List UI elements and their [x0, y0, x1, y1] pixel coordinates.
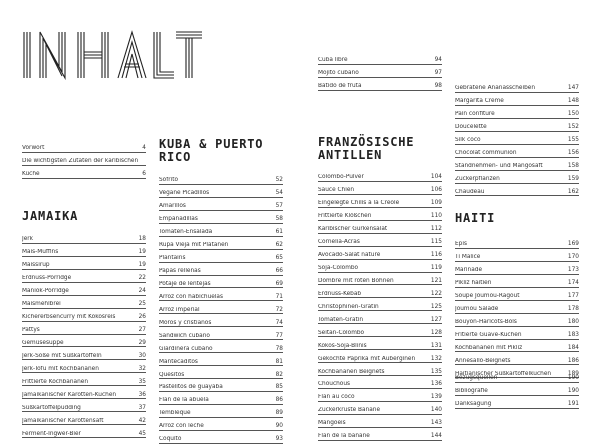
section-heading-jamaika: JAMAIKA [22, 209, 79, 223]
toc-entry-page: 62 [275, 242, 283, 249]
toc-entry-title: Frittierte Kochbananen [22, 378, 88, 385]
toc-entry-title: Annesallo-Beignets [455, 357, 511, 364]
toc-entry-page: 42 [138, 417, 146, 424]
toc-entry-title: Zuckerkruste Banane [318, 407, 381, 414]
toc-entry-page: 128 [430, 329, 442, 336]
toc-entry-page: 27 [138, 327, 146, 333]
toc-entry-title: Vorwort [22, 145, 45, 152]
toc-entry [455, 314, 579, 327]
toc-entry-page: 170 [567, 254, 579, 261]
toc-entry [159, 366, 283, 379]
toc-entry-title: Gekochte Paprika mit Auberginen [318, 355, 416, 362]
drinks-list [318, 52, 442, 91]
toc-entry-page: 19 [138, 262, 146, 269]
toc-entry [455, 352, 579, 365]
toc-entry [455, 340, 579, 353]
toc-entry [159, 379, 283, 392]
toc-entry [159, 327, 283, 340]
toc-entry-page: 178 [567, 306, 579, 313]
toc-entry-title: Soupe Joumou-Ragout [455, 293, 520, 300]
toc-entry [22, 309, 146, 322]
toc-entry-title: Colombo-Pulver [318, 174, 364, 181]
toc-entry-page: 143 [430, 420, 442, 427]
toc-entry-title: Mantecaditos [159, 358, 198, 365]
toc-entry [159, 301, 283, 314]
toc-entry-page: 32 [138, 365, 146, 372]
toc-entry [455, 184, 579, 197]
toc-entry-page: 93 [275, 436, 283, 443]
toc-entry-title: Haitianischer Süßkartoffelkuchen [455, 370, 552, 377]
toc-entry [159, 276, 283, 289]
toc-entry-page: 94 [434, 57, 442, 64]
toc-entry [159, 314, 283, 327]
toc-entry [455, 288, 579, 301]
toc-entry-page: 177 [567, 293, 579, 300]
toc-entry-title: Jerk-Soße mit Süßkartoffeln [22, 352, 102, 359]
toc-entry [318, 428, 442, 441]
toc-entry-page: 127 [430, 316, 442, 323]
toc-entry-title: Sofrito [159, 177, 179, 184]
toc-entry-title: Quesitos [159, 371, 185, 378]
toc-entry-page: 189 [567, 370, 579, 377]
toc-entry-title: Sauce Chien [318, 187, 355, 194]
toc-entry [22, 347, 146, 360]
toc-entry [22, 399, 146, 412]
toc-entry [318, 208, 442, 221]
toc-entry-page: 180 [567, 319, 579, 326]
toc-entry [159, 431, 283, 444]
toc-entry [159, 263, 283, 276]
toc-entry-title: Jerk [22, 236, 34, 243]
toc-entry-title: Kichererbsencurry mit Kokosreis [22, 314, 116, 321]
toc-entry [159, 198, 283, 211]
toc-entry-title: Avocado-Salat nature [318, 252, 381, 259]
toc-entry [159, 250, 283, 263]
toc-entry-page: 121 [430, 277, 442, 284]
toc-entry-page: 86 [275, 397, 283, 404]
toc-entry-page: 82 [275, 371, 283, 378]
toc-entry-page: 132 [430, 355, 442, 362]
toc-entry [455, 249, 579, 262]
toc-entry [159, 353, 283, 366]
toc-entry-title: Frittierte Klößchen [318, 213, 372, 220]
toc-entry-page: 30 [138, 352, 146, 359]
toc-entry-title: Christophinen-Gratin [318, 303, 379, 310]
toc-entry [455, 327, 579, 340]
toc-entry-page: 122 [430, 290, 442, 297]
toc-entry [22, 283, 146, 296]
toc-entry-page: 36 [138, 391, 146, 398]
toc-entry-page: 90 [275, 423, 283, 430]
toc-entry [159, 185, 283, 198]
toc-entry [22, 244, 146, 257]
toc-entry-title: Pain confiture [455, 111, 495, 118]
toc-entry-page: 4 [142, 145, 146, 152]
toc-entry [318, 273, 442, 286]
toc-entry-page: 58 [275, 216, 283, 223]
toc-entry-page: 136 [430, 381, 442, 388]
toc-entry-title: Moros y cristianos [159, 319, 212, 326]
toc-entry [318, 285, 442, 298]
toc-entry-title: Soja-Colombo [318, 265, 359, 271]
toc-entry-title: Arroz imperial [159, 306, 200, 313]
toc-entry-title: Joumou Salade [455, 306, 499, 313]
toc-entry-page: 159 [567, 176, 579, 182]
toc-entry-title: Kokos-Soja-Blinis [318, 342, 367, 349]
toc-entry-page: 77 [275, 332, 283, 339]
toc-entry [455, 262, 579, 275]
kuba-list [159, 172, 283, 444]
toc-entry-page: 71 [275, 293, 283, 300]
toc-entry [159, 237, 283, 250]
toc-entry-page: 65 [275, 255, 283, 262]
toc-entry-title: Cornelia-Acras [318, 239, 360, 246]
toc-entry-title: Empanadillas [159, 216, 198, 223]
page-title [22, 30, 202, 80]
toc-entry [159, 405, 283, 418]
toc-entry [455, 275, 579, 288]
toc-entry [318, 234, 442, 247]
toc-entry [22, 360, 146, 373]
toc-entry [455, 80, 579, 93]
toc-entry [318, 402, 442, 415]
toc-entry-page: 57 [275, 203, 283, 210]
toc-entry [318, 78, 442, 91]
toc-entry-page: 97 [434, 70, 442, 77]
toc-entry-title: Dombré mit roten Bohnen [318, 277, 394, 284]
toc-entry-title: Mais-Muffins [22, 249, 59, 256]
toc-entry-title: Maismehlbrei [22, 301, 61, 308]
toc-entry-page: 18 [138, 236, 146, 243]
toc-entry [455, 370, 579, 383]
desserts-list [455, 80, 579, 196]
toc-entry [318, 415, 442, 428]
toc-entry-title: Pattys [22, 327, 40, 333]
toc-entry-title: Rupa Vieja mit Platanen [159, 242, 229, 249]
toc-entry-title: Tembleque [159, 410, 191, 417]
toc-entry [159, 418, 283, 431]
toc-entry [318, 52, 442, 65]
toc-entry [318, 65, 442, 78]
toc-entry-title: Jamaikanischer Karotten-Kuchen [22, 391, 117, 398]
toc-entry-title: Plantains [159, 255, 186, 262]
toc-entry-title: Potaje de lentejas [159, 280, 211, 287]
toc-entry-title: Kochbananen mit Pikliz [455, 344, 523, 351]
toc-entry [22, 140, 146, 153]
toc-entry-title: Chaudeau [455, 188, 485, 195]
toc-entry-page: 6 [142, 171, 146, 178]
toc-entry [318, 221, 442, 234]
toc-entry-title: Gebratene Ananasscheiben [455, 85, 536, 92]
toc-entry-title: Maissirup [22, 262, 50, 269]
toc-entry [455, 236, 579, 249]
toc-entry-title: Jamaikanischer Karottensaft [22, 417, 104, 424]
toc-entry-title: Flan de la banane [318, 433, 370, 440]
intro-list [22, 140, 146, 179]
toc-entry-page: 140 [430, 407, 442, 414]
toc-entry-title: Pikliz haitien [455, 280, 492, 287]
toc-entry-title: Gemüsesuppe [22, 339, 64, 346]
toc-entry-page: 183 [567, 332, 579, 338]
toc-entry-title: Tomaten-Ensalada [159, 229, 213, 236]
section-heading-franzoesische-antillen: FRANZÖSISCHE ANTILLEN [318, 135, 415, 162]
toc-entry [318, 247, 442, 260]
toc-entry [318, 260, 442, 273]
toc-entry [318, 195, 442, 208]
toc-entry-page: 69 [275, 280, 283, 287]
appendix-list [455, 370, 579, 409]
toc-entry-page: 131 [430, 342, 442, 349]
toc-entry-title: Bouyon-Haricots-Bols [455, 319, 517, 326]
toc-entry [22, 412, 146, 425]
toc-entry-page: 190 [567, 375, 579, 382]
toc-entry [318, 169, 442, 182]
toc-entry-page: 19 [138, 249, 146, 256]
toc-entry-title: Mojito cubano [318, 70, 359, 77]
toc-entry-page: 89 [275, 410, 283, 417]
toc-entry-title: Fritierte Guave-Kuchen [455, 332, 522, 338]
toc-entry-title: Standnehmen- und Mangosaft [455, 163, 543, 170]
toc-entry-title: Chocolat communion [455, 150, 517, 157]
toc-entry-page: 158 [567, 163, 579, 170]
toc-entry [455, 301, 579, 314]
toc-entry [159, 340, 283, 353]
toc-entry [455, 158, 579, 171]
toc-entry-title: Danksagung [455, 401, 492, 408]
toc-entry-page: 190 [567, 388, 579, 395]
toc-entry [22, 231, 146, 244]
toc-entry-page: 184 [567, 344, 579, 351]
toc-entry-page: 144 [430, 433, 442, 440]
toc-entry-title: Maniok-Porridge [22, 288, 69, 295]
toc-entry [455, 145, 579, 158]
section-heading-kuba-puerto-rico: KUBA & PUERTO RICO [159, 137, 264, 164]
toc-entry-title: Cuba libre [318, 57, 348, 64]
toc-entry-title: Karibischer Gurkensalat [318, 226, 388, 233]
toc-entry-page: 104 [430, 174, 442, 181]
toc-entry [318, 182, 442, 195]
toc-entry [318, 311, 442, 324]
toc-entry-title: Pastelitos de guayaba [159, 384, 223, 391]
toc-entry-title: Epis [455, 241, 467, 248]
toc-entry-page: 22 [138, 275, 146, 282]
toc-entry-page: 26 [138, 314, 146, 321]
toc-entry-page: 37 [138, 404, 146, 411]
toc-entry [22, 257, 146, 270]
toc-entry-page: 156 [567, 150, 579, 157]
toc-entry-title: Mangoeis [318, 420, 346, 427]
toc-entry-page: 169 [567, 241, 579, 248]
toc-entry [455, 106, 579, 119]
toc-entry-page: 109 [430, 200, 442, 207]
haiti-list [455, 236, 579, 378]
toc-entry-title: Marinade [455, 267, 483, 274]
toc-entry-title: Süßkartoffelpudding [22, 404, 81, 411]
toc-entry-title: Batido de fruta [318, 83, 362, 90]
toc-entry-page: 85 [275, 384, 283, 391]
toc-entry-page: 155 [567, 137, 579, 144]
toc-entry [455, 93, 579, 106]
toc-entry [318, 376, 442, 389]
toc-entry-title: Amarillos [159, 203, 186, 210]
toc-entry-title: Ferment-Ingwer-Bier [22, 430, 81, 437]
toc-entry-page: 147 [567, 85, 579, 92]
toc-entry-title: Jerk-Tofu mit Kochbananen [22, 365, 99, 372]
toc-entry-page: 25 [138, 301, 146, 308]
toc-entry-page: 81 [275, 358, 283, 365]
toc-entry [455, 383, 579, 396]
toc-entry-title: Seitan-Colombo [318, 329, 365, 336]
toc-entry-page: 119 [430, 265, 442, 271]
toc-entry-title: Erdnuss-Porridge [22, 275, 72, 282]
toc-entry [22, 335, 146, 348]
toc-entry [455, 171, 579, 184]
toc-entry [22, 425, 146, 438]
toc-entry [159, 392, 283, 405]
toc-entry-page: 173 [567, 267, 579, 274]
toc-entry-title: Erdnuss-Kebab [318, 290, 362, 297]
toc-entry [318, 324, 442, 337]
toc-entry-page: 125 [430, 303, 442, 310]
toc-entry-page: 61 [275, 229, 283, 236]
toc-entry-page: 186 [567, 357, 579, 364]
toc-entry-page: 29 [138, 339, 146, 346]
toc-entry-title: Bibliografie [455, 388, 488, 395]
toc-entry-title: Flan au coco [318, 394, 355, 401]
toc-entry [22, 153, 146, 166]
toc-entry-title: Papas rellenas [159, 268, 201, 274]
toc-entry-title: Chouchous [318, 381, 351, 388]
toc-entry [318, 389, 442, 402]
toc-entry-page: 150 [567, 111, 579, 118]
toc-entry-title: Coquito [159, 436, 182, 443]
toc-entry [22, 386, 146, 399]
toc-entry-title: Tomaten-Gratin [318, 316, 364, 323]
toc-entry-title: Flan de la abuela [159, 397, 209, 404]
toc-entry-page: 35 [138, 378, 146, 385]
toc-entry [22, 270, 146, 283]
toc-entry-page: 52 [275, 177, 283, 184]
toc-entry-page: 66 [275, 268, 283, 274]
toc-entry-page: 74 [275, 319, 283, 326]
toc-entry [159, 224, 283, 237]
toc-entry [455, 396, 579, 409]
toc-entry [22, 166, 146, 179]
toc-entry [159, 211, 283, 224]
toc-entry [22, 373, 146, 386]
toc-entry-page: 139 [430, 394, 442, 401]
toc-entry-page: 116 [430, 252, 442, 259]
toc-entry-page: 45 [138, 430, 146, 437]
toc-entry-title: Eingelegte Chilis à la Créole [318, 200, 400, 207]
toc-entry-title: Margarita Crème [455, 98, 504, 105]
toc-entry [159, 288, 283, 301]
toc-entry [455, 132, 579, 145]
toc-entry-title: Zuckerpflanzen [455, 176, 500, 182]
toc-entry [318, 350, 442, 363]
toc-entry-title: Küche [22, 171, 40, 178]
toc-entry-title: Arroz con habichuelas [159, 293, 223, 300]
toc-entry-title: Arroz con leche [159, 423, 204, 430]
toc-entry-page: 98 [434, 83, 442, 90]
toc-entry-page: 191 [567, 401, 579, 408]
toc-entry-page: 78 [275, 345, 283, 352]
toc-entry [318, 298, 442, 311]
toc-entry [159, 172, 283, 185]
toc-entry-title: Silk coco [455, 137, 481, 144]
toc-entry-page: 110 [430, 213, 442, 220]
toc-entry-title: Die wichtigsten Zutaten der karibischen [22, 158, 139, 165]
toc-entry-page: 152 [567, 124, 579, 131]
section-heading-haiti: HAITI [455, 211, 496, 225]
toc-entry-page: 115 [430, 239, 442, 246]
toc-entry-page: 135 [430, 368, 442, 375]
toc-entry-title: Sandwich cubano [159, 332, 210, 339]
toc-entry [455, 119, 579, 132]
toc-entry [22, 322, 146, 335]
toc-entry-page: 162 [567, 188, 579, 195]
toc-entry-page: 24 [138, 288, 146, 295]
toc-entry-title: Bezugsquellen [455, 375, 498, 382]
toc-entry-title: Doucelette [455, 124, 487, 131]
toc-entry-page: 72 [275, 306, 283, 313]
toc-entry [318, 363, 442, 376]
toc-entry-title: Giardinera cubano [159, 345, 213, 352]
toc-entry-title: Ti Malice [455, 254, 481, 261]
toc-entry-page: 174 [567, 280, 579, 287]
toc-entry-title: Vegane Picadillos [159, 190, 210, 197]
toc-entry [318, 337, 442, 350]
toc-entry-title: Kochbananen Beignets [318, 368, 385, 375]
toc-entry-page: 148 [567, 98, 579, 105]
jamaika-list [22, 231, 146, 438]
toc-entry [22, 296, 146, 309]
toc-entry-page: 112 [430, 226, 442, 233]
toc-entry-page: 54 [275, 190, 283, 197]
antillen-list [318, 169, 442, 441]
toc-entry-page: 106 [430, 187, 442, 194]
